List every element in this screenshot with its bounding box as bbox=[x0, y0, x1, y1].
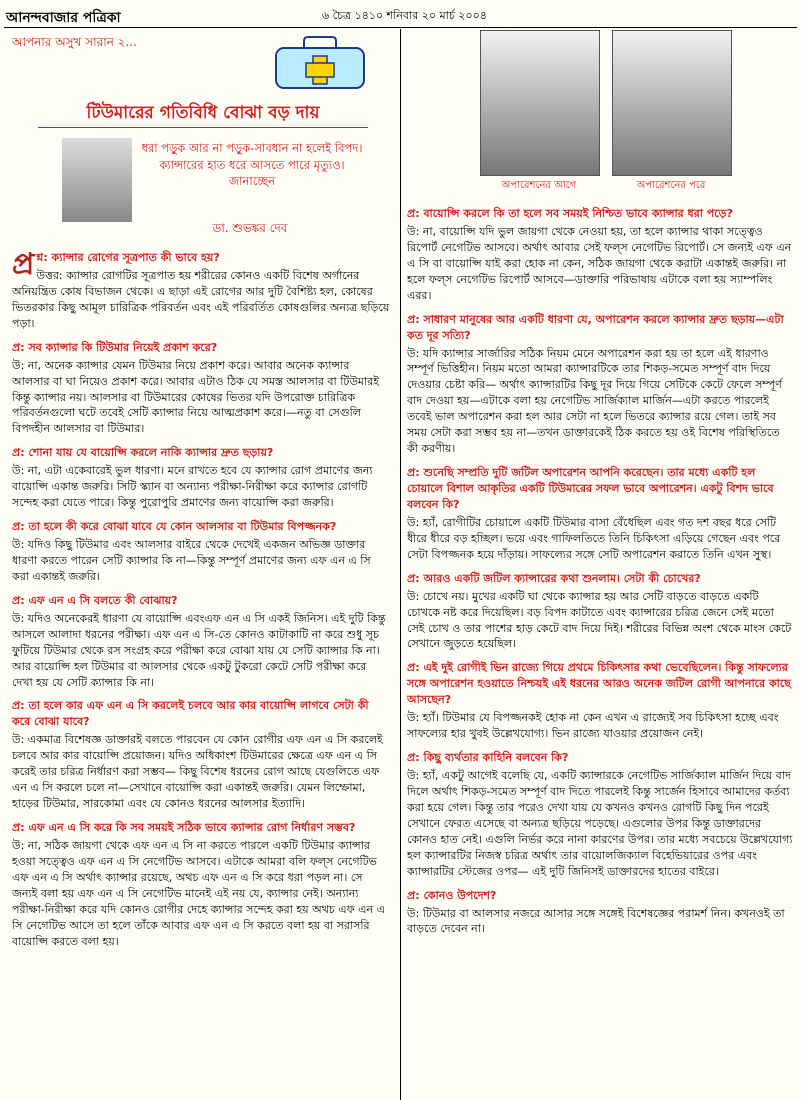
answer: উ: হ্যাঁ, রোগীটির চোয়ালে একটি টিউমার বাসা বেঁধেছিল এবং গত দশ বছর ধরে সেটি ধীরে ধীরে বড় হচ্ছিল। ভয়ে এবং গাফিলতিতে তিনি চিকিৎসা এড়িয়ে গেছেন এবং পরে সেটা বিপজ্জনক হয়ে দাঁড়ায়। সাফল্যের সঙ্গে সেটি অপারেশন করাতে তিনি এখন সুস্থ। bbox=[407, 515, 781, 561]
answer: উ: না, অনেক ক্যান্সার যেমন টিউমার নিয়ে প্রকাশ করে। আবার অনেক ক্যান্সার আলসার বা ঘা নিয়েও প্রকাশ করে। আবার এটাও ঠিক যে সমস্ত আলসার বা টিউমারই কিন্তু ক্যান্সার নয়। আলসার বা টিউমারের কোষের ভিতর যদি উপরোক্ত চারিত্রিক পরিবর্তনগুলো ঘটে তবেই সেটি ক্যান্সার নিয়ে আত্মপ্রকাশ করে।—নতু বা সেগুলি বিপদহীন আলসার বা টিউমার। bbox=[12, 358, 379, 436]
question bbox=[12, 445, 390, 461]
series-label: আপনার অসুখ সারান ২... bbox=[12, 35, 137, 49]
drop-cap: প্র bbox=[12, 247, 35, 282]
answer: উ: হ্যাঁ। টিউমার যে বিপজ্জনকই হোক না কেন এখন এ রাজ্যেই সব চিকিৎসা হচ্ছে এবং সাফল্যের হার খুবই উল্লেখযোগ্য। ভিন রাজ্যে যাওয়ার প্রয়োজন নেই। bbox=[407, 711, 779, 741]
question bbox=[407, 571, 793, 587]
question-text: প্র: এই দুই রোগীই ভিন রাজ্যে গিয়ে প্রথমে চিকিৎসার কথা ভেবেছিলেন। কিন্তু সাফল্যের সঙ্গে অপারেশন হওয়াতে নিশ্চয়ই এই ধরনের আরও অনেক জটিল রোগী আপনারে কাছে আসছেন? bbox=[407, 661, 791, 707]
patient-photos bbox=[480, 30, 742, 191]
before-caption: অপারেশনের আগে bbox=[501, 180, 577, 191]
headline-rule bbox=[38, 127, 368, 128]
question-text: প্র: শোনা যায় যে বায়োপ্সি করলে নাকি ক্যান্সার দ্রুত ছড়ায়? bbox=[12, 446, 274, 460]
answer: উ: একমাত্র বিশেষজ্ঞ ডাক্তারই বলতে পারবেন যে কোন রোগীর এফ এন এ সি করলেই চলবে আর কার বায়োপ্সি প্রয়োজন। যদিও অধিকাংশ টিউমারের ক্ষেত্রে এফ এন এ সি করেই তার চরিত্র নির্ধারণ করা সম্ভব— কিছু বিশেষ ধরনের রোগ আছে যেগুলিতে এফ এন এ সি করলে চলে না—সেখানে বায়োপ্সি করা একান্তই জরুরি। যেমন লিম্ফোমা, হাড়ের টিউমার, সারকোমা এবং যে কোনও ধরনের আলসার ইত্যাদি। bbox=[12, 733, 383, 811]
question-text: প্র: বায়োপ্সি করলে কি তা হলে সব সময়ই নিশ্চিত ভাবে ক্যান্সার ধরা পড়ে? bbox=[407, 207, 733, 220]
question bbox=[407, 465, 793, 513]
question bbox=[12, 820, 390, 836]
question bbox=[407, 206, 793, 222]
publication-name: আনন্দবাজার পত্রিকা bbox=[6, 10, 121, 26]
question-text: প্র: এফ এন এ সি বলতে কী বোঝায়? bbox=[12, 593, 178, 607]
author-photo bbox=[62, 138, 132, 222]
question-text: প্র: এফ এন এ সি করে কি সব সময়ই সঠিক ভাবে ক্যান্সার রোগ নির্ধারণ সম্ভব? bbox=[12, 821, 356, 834]
dateline: ৬ চৈত্র ১৪১০ শনিবার ২০ মার্চ ২০০৪ bbox=[322, 9, 487, 22]
question bbox=[12, 247, 390, 282]
answer: উ: চোখে নয়। মুখের একটি ঘা থেকে ক্যান্সার হয় আর সেটি বাড়তে বাড়তে একটি চোখকে নষ্ট করে দিয়েছিল। বড় বিপদ কাটাতে এবং ক্যান্সারের চরিত্র জেনে সেই মতো সেই চোখ ও তার পাশের হাড় কেটে বাদ দিয়ে দিই। শরীরের বিভিন্ন অংশ থেকে মাংস কেটে সেখানে জুড়তে হয়েছিল। bbox=[407, 589, 792, 651]
answer: উ: যদিও অনেকেরই ধারণা যে বায়োপ্সি এবংএফ এন এ সি একই জিনিস। এই দুটি কিন্তু আসলে আলাদা ধরনের পরীক্ষা। এফ এন এ সি-তে কোনও কাটাকাটি না করে শুধু সূচ ফুটিয়ে টিউমার থেকে রস সংগ্রহ করে পরীক্ষা করে বোঝা যায় যে সেটি ক্যান্সার কি না। আর বায়োপ্সি হল টিউমার বা আলসার থেকে একটু টুকরো কেটে সেটি পরীক্ষা করে দেখা হয় যে সেটি ক্যান্সার কি না। bbox=[12, 611, 386, 689]
question-text: প্র: তা হলে কার এফ এন এ সি করলেই চলবে আর কার বায়োপ্সি লাগবে সেটা কী করে বোঝা যাবে? bbox=[12, 699, 369, 729]
first-aid-kit-icon bbox=[270, 34, 370, 92]
question bbox=[12, 593, 390, 609]
answer: উ: যদি ক্যান্সার সার্জারির সঠিক নিয়ম মেনে অপারেশন করা হয় তা হলে এই ধারণাও সম্পূর্ণ ভিত্তিহীন। নিয়ম মতো আমরা ক্যান্সারটিকে তার শিকড়-সমেত সম্পূর্ণ বাদ দিয়ে দেওয়ার চেষ্টা করি— অর্থাৎ ক্যান্সারটির কিছু দূর দিয়ে গিয়ে সেটিকে কেটে ফেলে সম্পূর্ণ বাদ দেওয়া হয়—এটাকে বলা হয় নেগেটিভ সার্জিক্যাল মার্জিন—এটা করতে পারলেই তবেই ভাল অপারেশন করা হল আর সেটা না হলে ভিতরে ক্যান্সার রয়ে গেল। তাই সব সময় সেটা করা সম্ভব হয় না—তখন ডাক্তারকেই ঠিক করতে হয় ওই বিশেষ পরিস্থিতিতে কী করণীয়। bbox=[407, 346, 782, 456]
left-column-article bbox=[12, 242, 390, 950]
right-column-article bbox=[407, 198, 793, 937]
question bbox=[407, 750, 793, 766]
header-rule bbox=[4, 27, 797, 28]
after-caption: অপারেশনের পরে bbox=[636, 180, 706, 191]
question bbox=[407, 888, 793, 904]
question-text: শ্ন: ক্যান্সার রোগের সূত্রপাত কী ভাবে হয়? bbox=[36, 251, 220, 264]
question bbox=[12, 698, 390, 730]
answer: উ: না, এটা একেবারেই ভুল ধারণা। মনে রাখতে হবে যে ক্যান্সার রোগ প্রমাণের জন্য বায়োপ্সি একান্ত জরুরি। সিটি স্ক্যান বা অন্যান্য পরীক্ষা-নিরীক্ষা করে ক্যান্সার রোগটি সন্দেহ করা যেতে পারে। কিন্তু পুরোপুরি প্রমাণের জন্য বায়োপ্সি করা জরুরি। bbox=[12, 464, 373, 510]
before-photo bbox=[480, 30, 600, 176]
column-divider bbox=[400, 29, 401, 1100]
question-text: প্র: আরও একটি জটিল ক্যান্সারের কথা শুনলাম। সেটা কী চোখের? bbox=[407, 571, 701, 585]
answer: উ: না, সঠিক জায়গা থেকে এফ এন এ সি না করতে পারলে একটি টিউমার ক্যান্সার হওয়া সত্ত্বেও এফ এন এ সি নেগেটিভ আসবে। এটাকে আমরা বলি ফল্স নেগেটিভ এফ এন এ সি অর্থাৎ ক্যান্সার রয়েছে, অথচ এফ এন এ সি করে ধরা পড়ল না। সে জন্যই বলা হয় এফ এন এ সি নেগেটিভ মানেই এই নয় যে, ক্যান্সার নেই। অন্যান্য পরীক্ষা-নিরীক্ষা করে যদি কোনও রোগীর দেহে ক্যান্সার সন্দেহ করা হয় অথচ এফ এন এ সি নেগেটিভ আসে তা হলে তাঁকে আবার এফ এন এ সি করতে বলা হয় বা সরাসরি বায়োপ্সি করতে বলা হয়। bbox=[12, 838, 385, 948]
answer: উ: হ্যাঁ, একটু আগেই বলেছি যে, একটি ক্যান্সারকে নেগেটিভ সার্জিক্যাল মার্জিন দিয়ে বাদ দিলে অর্থাৎ শিকড়-সমেত সম্পূর্ণ বাদ দিতে পারলেই কিন্তু সার্জেন হিসাবে আমাদের কর্তব্য করা হয়ে গেল। কিন্তু তার পরেও দেখা যায় যে কখনও কখনও রোগটি কিছু দিন পরেই সেখানে ফেরত এসেছে বা অন্যত্র ছড়িয়ে পড়েছে। এগুলোর উপর কিন্তু ডাক্তারদের কোনও হাত নেই। এগুলি নির্ভর করে নানা কারণের উপর। তার মধ্যে সবচেয়ে উল্লেখযোগ্য হল ক্যান্সারটির নিজস্ব চরিত্র অর্থাৎ তার বায়োলজিক্যাল বিহেভিয়ারের ওপর এবং ক্যান্সারটির স্টেজের ওপর— এই দুটি জিনিসই ডাক্তারদের হাতের বাইরে। bbox=[407, 769, 793, 878]
question bbox=[12, 340, 390, 356]
question bbox=[12, 519, 390, 535]
answer: উত্তর: ক্যান্সার রোগটির সূত্রপাত হয় শরীরের কোনও একটি বিশেষ অর্গানের অনিয়ন্ত্রিত কোষ বিভাজন থেকে। এ ছাড়া এই রোগের আর দুটি বৈশিষ্ট্য হল, কোষের ভিতরকার কিছু আমূল চারিত্রিক পরিবর্তন এবং এই পরিবর্তিত কোষগুলির অন্যত্র ছড়িয়ে পড়া। bbox=[12, 268, 390, 330]
question bbox=[407, 660, 793, 708]
answer: উ: না, বায়োপ্সি যদি ভুল জায়গা থেকে নেওয়া হয়, তা হলে ক্যান্সার থাকা সত্ত্বেও রিপোর্ট নেগেটিভ আসবে। অর্থাৎ আবার সেই ফল্স নেগেটিভ রিপোর্ট। সে জন্যই এফ এন এ সি বা বায়োপ্সি যাই করা হোক না কেন, সঠিক জায়গা থেকে করাটা একান্তই জরুরি। না হলে ফল্স নেগেটিভ রিপোর্ট আসবে—ডাক্তারি পরিভাষায় এটাকে বলা হয় স্যাম্পলিং এরর। bbox=[407, 224, 792, 302]
question-text: প্র: সাধারণ মানুষের আর একটি ধারণা যে, অপারেশন করলে ক্যান্সার দ্রুত ছড়ায়—এটা কত দূর সত্যি? bbox=[407, 312, 784, 342]
headline: টিউমারের গতিবিধি বোঝা বড় দায় bbox=[86, 103, 320, 123]
question-text: প্র: সব ক্যান্সার কি টিউমার নিয়েই প্রকাশ করে? bbox=[12, 340, 218, 354]
after-photo bbox=[612, 30, 732, 176]
question-text: প্র: কিছু ব্যর্থতার কাহিনি বলবেন কি? bbox=[407, 751, 569, 765]
answer: উ: টিউমার বা আলসার নজরে আসার সঙ্গে সঙ্গেই বিশেষজ্ঞের পরামর্শ নিন। কখনওই তা বাড়তে দেবেন না। bbox=[407, 906, 785, 936]
question-text: প্র: তা হলে কী করে বোঝা যাবে যে কোন আলসার বা টিউমার বিপজ্জনক? bbox=[12, 520, 337, 534]
question-text: প্র: শুনেছি সম্প্রতি দুটি জটিল অপারেশন আপনি করেছেন। তার মধ্যে একটি হল চোয়ালে বিশাল আকৃতির একটি টিউমারের সফল ভাবে অপারেশন। একটু বিশদ ভাবে বলবেন কি? bbox=[407, 466, 774, 511]
question-text: প্র: কোনও উপদেশ? bbox=[407, 888, 497, 902]
question bbox=[407, 312, 793, 344]
author-name: ডা. শুভঙ্কর দেব bbox=[212, 221, 288, 235]
deck: ধরা পড়ুক আর না পড়ুক-সাবধান না হলেই বিপদ। ক্যান্সারের হাত ধরে আসতে পারে মৃত্যুও। জানাচ্ছেন bbox=[141, 141, 363, 189]
answer: উ: যদিও কিছু টিউমার এবং আলসার বাইরে থেকে দেখেই একজন অভিজ্ঞ ডাক্তার ধারণা করতে পারেন সেটি ক্যান্সার কি না—কিন্তু সম্পূর্ণ প্রমাণের জন্য এফ এন এ সি করা একান্তই জরুরি। bbox=[12, 538, 371, 583]
